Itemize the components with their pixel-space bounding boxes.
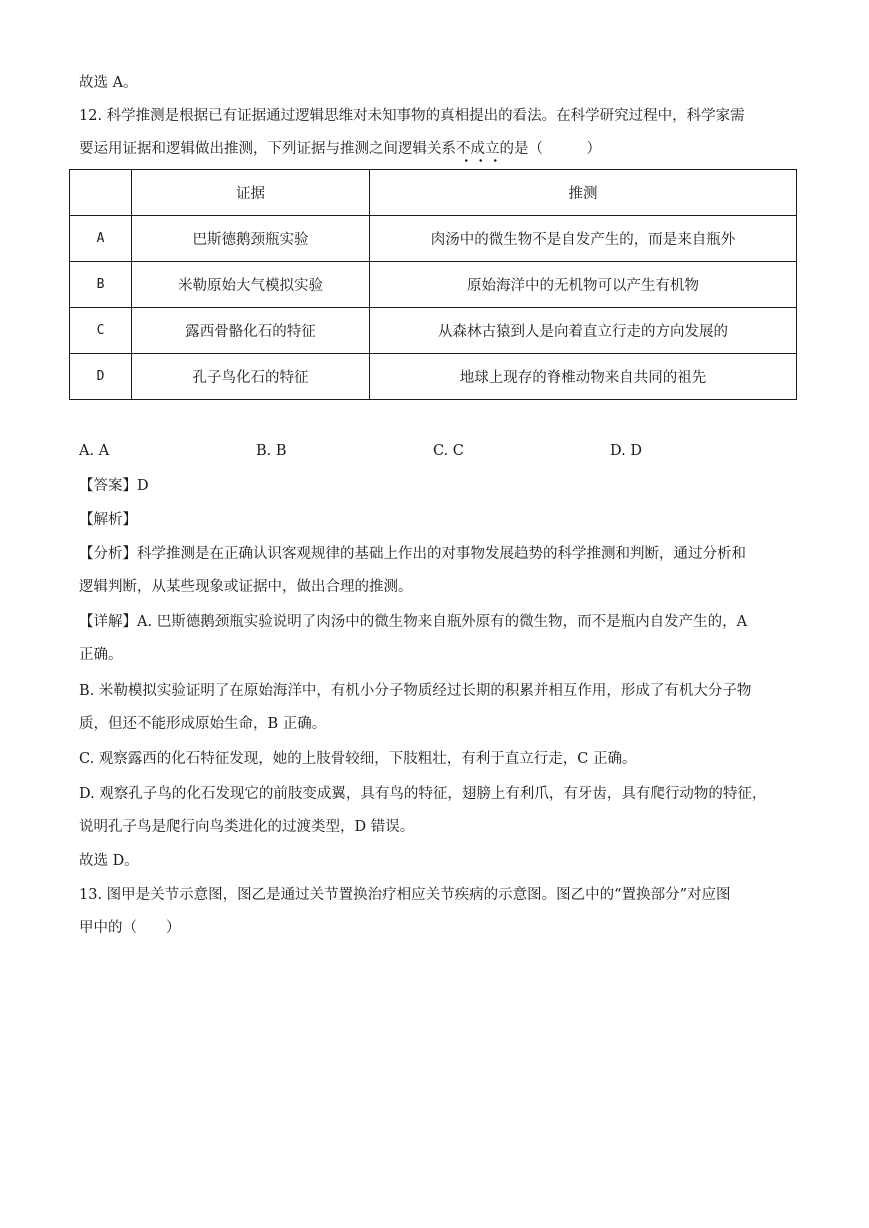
prev-conclusion: 故选 A。 bbox=[79, 75, 138, 91]
question-12-text-line-1: 12. 科学推测是根据已有证据通过逻辑思维对未知事物的真相提出的看法。在科学研究过程中，科学家需 bbox=[79, 108, 745, 124]
detail-line-1: 【详解】A. 巴斯德鹅颈瓶实验说明了肉汤中的微生物来自瓶外原有的微生物，而不是瓶内自发产生的，A bbox=[79, 614, 748, 630]
table-header-inference: 推测 bbox=[370, 170, 797, 216]
row-label: A bbox=[70, 216, 132, 262]
detail-line-3: B. 米勒模拟实验证明了在原始海洋中，有机小分子物质经过长期的积累并相互作用，形成了有机大分子物 bbox=[79, 683, 752, 699]
row-label: B bbox=[70, 262, 132, 308]
row-inference: 肉汤中的微生物不是自发产生的，而是来自瓶外 bbox=[370, 216, 797, 262]
detail-line-2: 正确。 bbox=[79, 647, 123, 663]
detail-line-5: C. 观察露西的化石特征发现，她的上肢骨较细，下肢粗壮，有利于直立行走，C 正确。 bbox=[79, 751, 637, 767]
table-row bbox=[70, 354, 797, 400]
answer: 【答案】D bbox=[79, 478, 149, 494]
row-inference: 原始海洋中的无机物可以产生有机物 bbox=[370, 262, 797, 308]
row-evidence: 米勒原始大气模拟实验 bbox=[132, 262, 370, 308]
question-12-text-suffix: 的是（ ） bbox=[499, 141, 601, 157]
analysis-line-1: 【分析】科学推测是在正确认识客观规律的基础上作出的对事物发展趋势的科学推测和判断，通过分析和 bbox=[79, 546, 746, 562]
row-inference: 从森林古猿到人是向着直立行走的方向发展的 bbox=[370, 308, 797, 354]
row-evidence: 露西骨骼化石的特征 bbox=[132, 308, 370, 354]
table-row bbox=[70, 262, 797, 308]
row-label: D bbox=[70, 354, 132, 400]
analysis-heading: 【解析】 bbox=[79, 512, 137, 528]
detail-line-7: 说明孔子鸟是爬行向鸟类进化的过渡类型，D 错误。 bbox=[79, 819, 415, 835]
table-header-label bbox=[70, 170, 132, 216]
table-row bbox=[70, 308, 797, 354]
row-label: C bbox=[70, 308, 132, 354]
detail-line-4: 质，但还不能形成原始生命，B 正确。 bbox=[79, 716, 327, 732]
conclusion: 故选 D。 bbox=[79, 853, 139, 869]
option-d: D. D bbox=[610, 443, 642, 459]
table-header-row bbox=[70, 170, 797, 216]
option-a: A. A bbox=[79, 443, 110, 459]
option-c: C. C bbox=[433, 443, 464, 459]
detail-line-6: D. 观察孔子鸟的化石发现它的前肢变成翼，具有鸟的特征，翅膀上有利爪，有牙齿，具有爬行动物的特征， bbox=[79, 786, 767, 802]
question-13-text-line-1: 13. 图甲是关节示意图，图乙是通过关节置换治疗相应关节疾病的示意图。图乙中的“置换部分”对应图 bbox=[79, 887, 731, 903]
question-12-text-line-2 bbox=[79, 139, 601, 159]
row-evidence: 巴斯德鹅颈瓶实验 bbox=[132, 216, 370, 262]
question-12-text-prefix: 要运用证据和逻辑做出推测，下列证据与推测之间逻辑关系 bbox=[79, 141, 456, 157]
evidence-inference-table bbox=[69, 169, 797, 400]
analysis-line-2: 逻辑判断，从某些现象或证据中，做出合理的推测。 bbox=[79, 579, 413, 595]
emphasized-not-valid: 不成立 bbox=[456, 141, 500, 157]
question-13-text-line-2: 甲中的（ ） bbox=[79, 920, 181, 936]
row-evidence: 孔子鸟化石的特征 bbox=[132, 354, 370, 400]
row-inference: 地球上现存的脊椎动物来自共同的祖先 bbox=[370, 354, 797, 400]
table-header-evidence: 证据 bbox=[132, 170, 370, 216]
option-b: B. B bbox=[256, 443, 287, 459]
table-row bbox=[70, 216, 797, 262]
